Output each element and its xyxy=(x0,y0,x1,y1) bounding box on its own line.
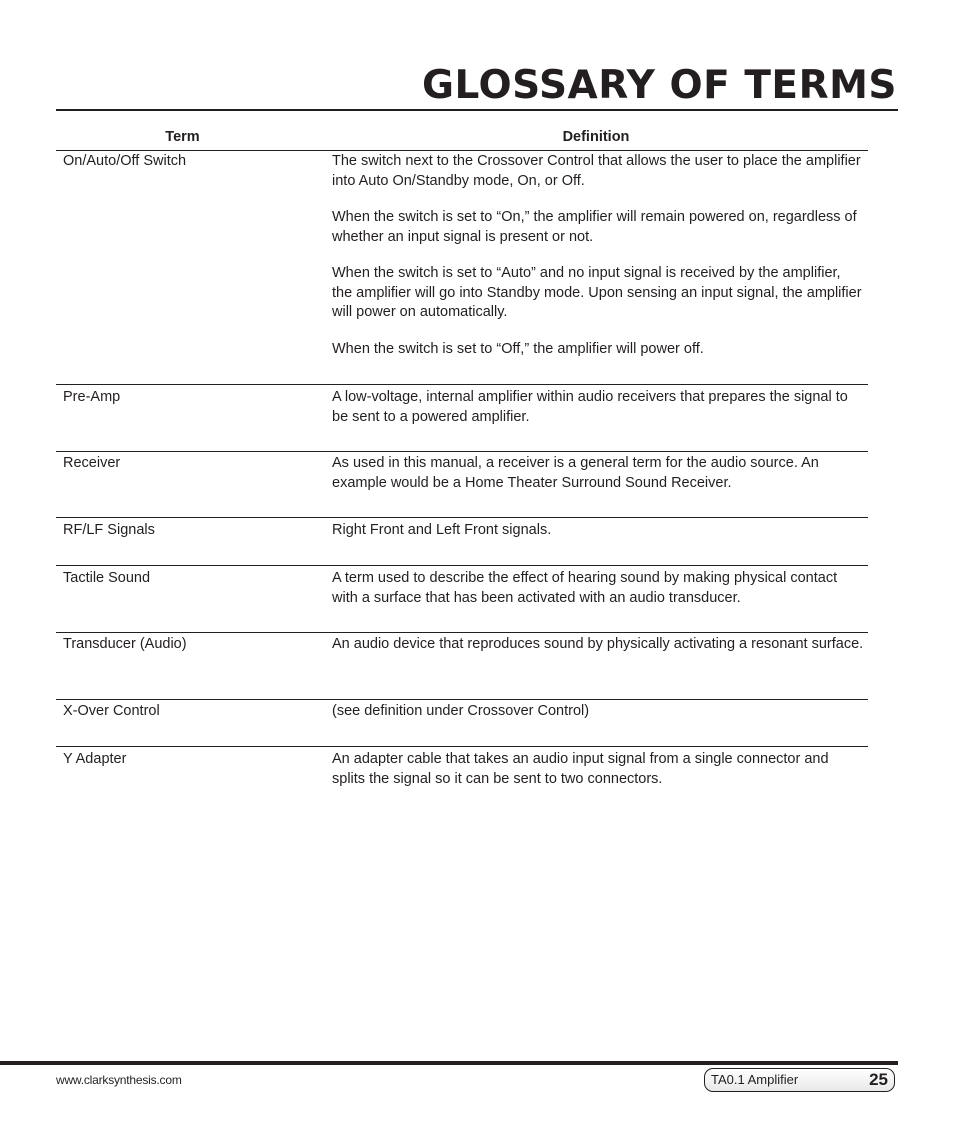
definition-paragraph: A term used to describe the effect of hearing sound by making physical contact with a surface that has been activated with an audio transducer. xyxy=(332,570,838,606)
definition-cell xyxy=(332,454,864,493)
definition-paragraph: Right Front and Left Front signals. xyxy=(332,522,552,538)
website-link[interactable]: www.clarksynthesis.com xyxy=(56,1073,182,1087)
footer-divider xyxy=(0,1061,898,1065)
product-name: TA0.1 Amplifier xyxy=(711,1072,799,1087)
definition-paragraph: When the switch is set to “Auto” and no input signal is received by the amplifier, the amplifier will go into Standby mode. Upon sensing an input signal, the amplifier will power on automatically. xyxy=(332,265,862,320)
term-cell: RF/LF Signals xyxy=(63,522,155,538)
table-row xyxy=(56,702,868,747)
table-row xyxy=(56,454,868,518)
column-header-definition: Definition xyxy=(562,129,630,145)
term-cell: Receiver xyxy=(63,455,121,471)
term-cell: X-Over Control xyxy=(63,703,160,719)
table-row xyxy=(56,152,868,385)
term-cell: Y Adapter xyxy=(63,751,127,767)
page-number: 25 xyxy=(869,1070,888,1089)
term-cell: Pre-Amp xyxy=(63,389,121,405)
table-row xyxy=(56,521,868,566)
definition-paragraph: An adapter cable that takes an audio input signal from a single connector and splits the signal so it can be sent to two connectors. xyxy=(332,751,829,787)
definition-paragraph: When the switch is set to “Off,” the amplifier will power off. xyxy=(332,340,704,357)
definition-paragraph: As used in this manual, a receiver is a general term for the audio source. An example would be a Home Theater Surround Sound Receiver. xyxy=(332,455,819,491)
page-tab xyxy=(704,1068,895,1092)
definition-cell xyxy=(332,635,864,655)
definition-paragraph: A low-voltage, internal amplifier within audio receivers that prepares the signal to be sent to a powered amplifier. xyxy=(332,389,848,425)
table-row xyxy=(56,569,868,633)
term-cell: Transducer (Audio) xyxy=(63,636,187,652)
definition-cell xyxy=(332,521,864,541)
definition-cell xyxy=(332,750,864,789)
definition-cell xyxy=(332,702,864,722)
table-row xyxy=(56,635,868,700)
title-divider xyxy=(56,109,898,111)
definition-paragraph: An audio device that reproduces sound by physically activating a resonant surface. xyxy=(332,636,864,652)
definition-cell xyxy=(332,388,864,427)
definition-cell xyxy=(332,569,864,608)
column-header-term: Term xyxy=(165,129,200,145)
definition-paragraph: The switch next to the Crossover Control that allows the user to place the amplifier into Auto On/Standby mode, On, or Off. xyxy=(332,153,861,189)
table-row xyxy=(56,388,868,452)
definition-paragraph: When the switch is set to “On,” the amplifier will remain powered on, regardless of whether an input signal is present or not. xyxy=(332,209,857,245)
definition-paragraph: (see definition under Crossover Control) xyxy=(332,703,590,719)
definition-cell xyxy=(332,152,864,359)
term-cell: On/Auto/Off Switch xyxy=(63,153,187,169)
table-header xyxy=(56,128,868,151)
table-row xyxy=(56,750,868,794)
term-cell: Tactile Sound xyxy=(63,570,151,586)
page-title: GLOSSARY OF TERMS xyxy=(422,63,897,108)
